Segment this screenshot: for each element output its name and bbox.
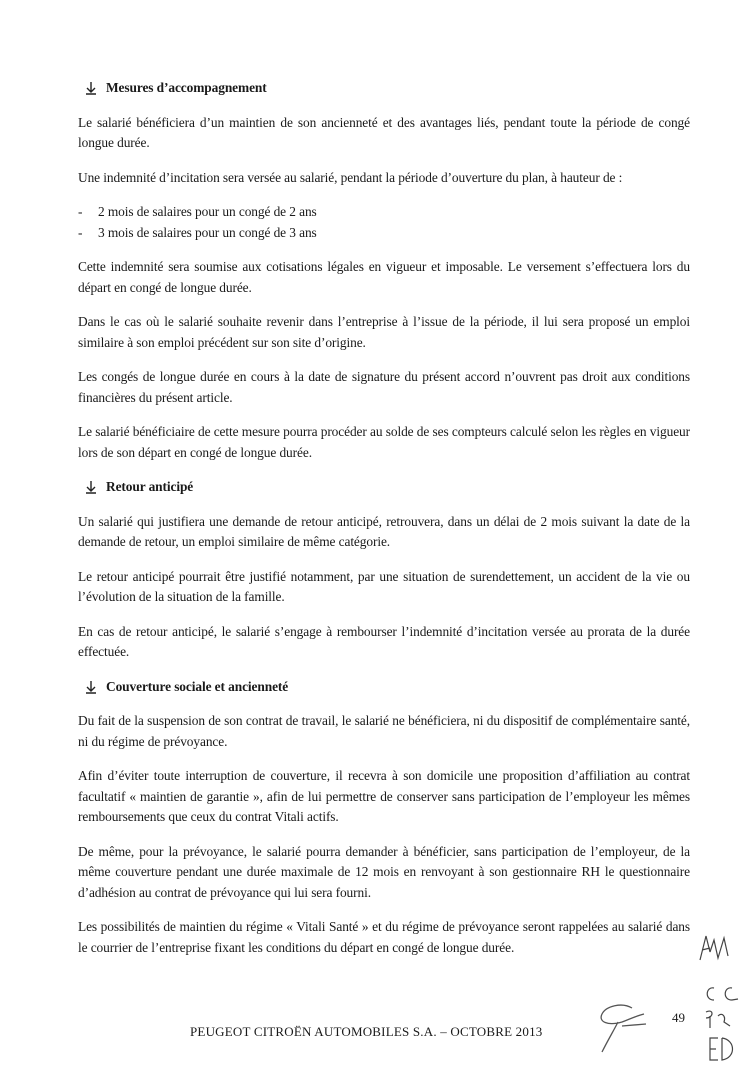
paragraph: Cette indemnité sera soumise aux cotisations légales en vigueur et imposable. Le versement s’effectuera lors du départ en congé de longue durée. [78, 259, 690, 295]
paragraph: Du fait de la suspension de son contrat de travail, le salarié ne bénéficiera, ni du dispositif de complémentaire santé, ni du régime de prévoyance. [78, 713, 690, 749]
paragraph: Le retour anticipé pourrait être justifié notamment, par une situation de surendettement, un accident de la vie ou l’évolution de la situation de la famille. [78, 568, 690, 604]
list-item-text: 2 mois de salaires pour un congé de 2 ans [98, 204, 317, 219]
list-item-text: 3 mois de salaires pour un congé de 3 ans [98, 224, 317, 240]
section-heading [84, 78, 690, 99]
paragraph: Les possibilités de maintien du régime « Vitali Santé » et du régime de prévoyance seront rappelées au salarié dans le courrier de l’entreprise fixant les conditions du départ en congé de longue durée. [78, 919, 690, 955]
paragraph: Afin d’éviter toute interruption de couverture, il recevra à son domicile une proposition d’affiliation au contrat facultatif « maintien de garantie », afin de lui permettre de conserver sans participation de l’employeur les mêmes remboursements que ceux du contrat Vitali actifs. [78, 768, 690, 824]
page-footer: PEUGEOT CITROËN AUTOMOBILES S.A. – OCTOBRE 2013 [190, 1024, 543, 1039]
list-item [78, 223, 690, 244]
down-arrow-icon [84, 680, 100, 694]
section-title: Mesures d’accompagnement [106, 80, 267, 95]
document-body [78, 78, 690, 972]
page-number: 49 [672, 1010, 685, 1025]
down-arrow-icon [84, 81, 100, 95]
section-heading [84, 477, 690, 498]
initials-mark [700, 1006, 736, 1032]
list-item [78, 202, 690, 223]
paragraph: En cas de retour anticipé, le salarié s’engage à rembourser l’indemnité d’incitation versée au prorata de la durée effectuée. [78, 623, 690, 659]
section-heading [84, 677, 690, 698]
section-title: Retour anticipé [106, 479, 194, 494]
section-title: Couverture sociale et ancienneté [106, 678, 289, 694]
paragraph: Les congés de longue durée en cours à la date de signature du présent accord n’ouvrent pas droit aux conditions financières du présent article. [78, 369, 690, 405]
initials-ed [706, 1034, 740, 1064]
paragraph: Une indemnité d’incitation sera versée au salarié, pendant la période d’ouverture du plan, à hauteur de : [78, 169, 623, 185]
bullet-dash: - [78, 204, 83, 219]
down-arrow-icon [84, 480, 100, 494]
bullet-list [78, 202, 690, 243]
paragraph: Le salarié bénéficiera d’un maintien de son ancienneté et des avantages liés, pendant toute la période de congé longue durée. [78, 114, 690, 150]
paragraph: Le salarié bénéficiaire de cette mesure pourra procéder au solde de ses compteurs calculé selon les règles en vigueur lors de son départ en congé de longue durée. [78, 424, 690, 460]
bullet-dash: - [78, 224, 83, 240]
signature-scribble [592, 1000, 654, 1056]
initials-cc [700, 982, 740, 1008]
paragraph: De même, pour la prévoyance, le salarié pourra demander à bénéficier, sans participation de l’employeur, de la même couverture pendant une durée maximale de 12 mois en renvoyant à son gestionnaire RH le questionnaire d’adhésion au contrat de prévoyance qui lui sera fourni. [78, 843, 690, 900]
paragraph: Dans le cas où le salarié souhaite revenir dans l’entreprise à l’issue de la période, il lui sera proposé un emploi similaire à son emploi précédent sur son site d’origine. [78, 314, 690, 350]
paragraph: Un salarié qui justifiera une demande de retour anticipé, retrouvera, dans un délai de 2 mois suivant la date de la demande de retour, un emploi similaire de même catégorie. [78, 513, 690, 549]
initials-aw [694, 932, 734, 964]
